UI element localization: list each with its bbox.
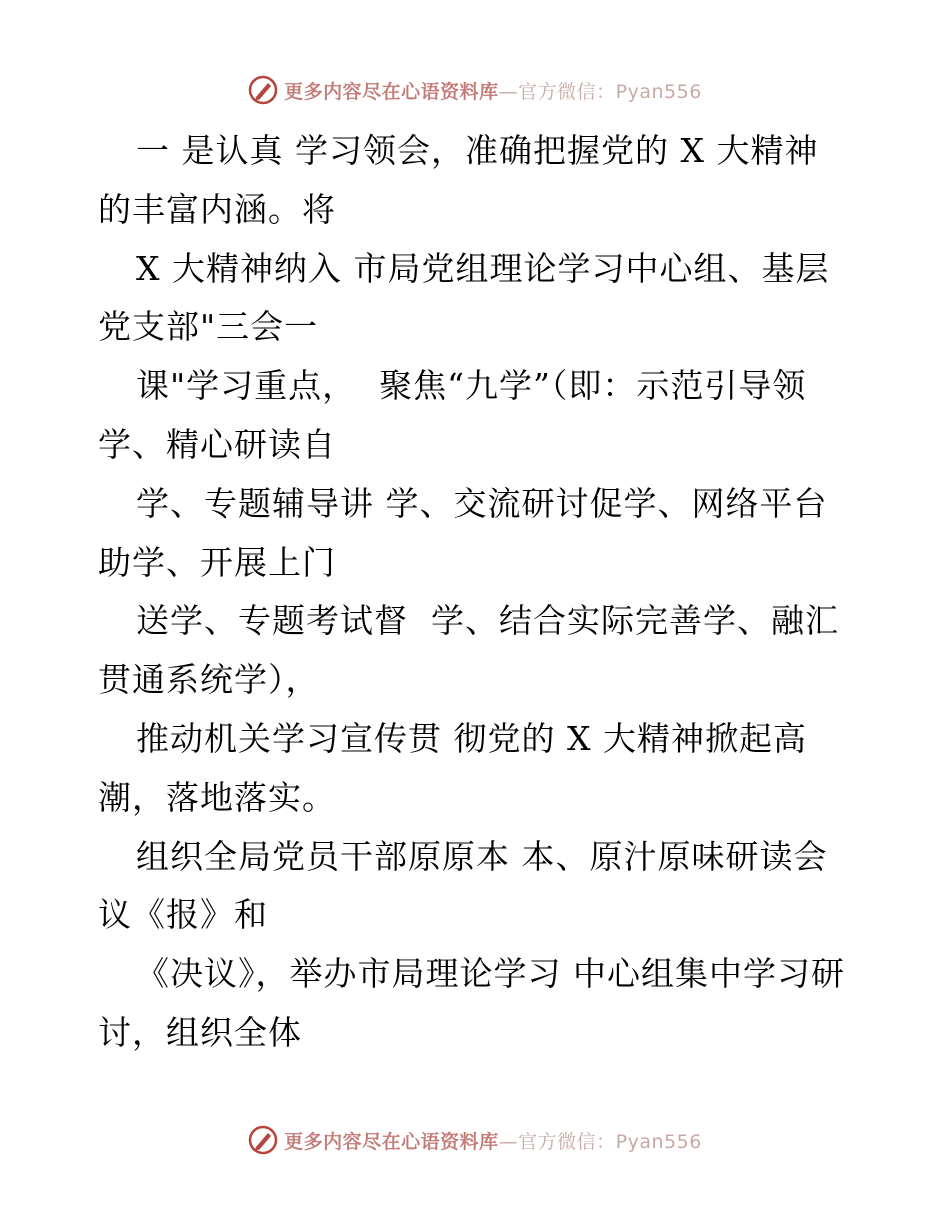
body-line: 讨，组织全体 <box>98 1012 302 1052</box>
body-line: 贯通系统学）， <box>98 660 320 700</box>
header-banner-text <box>284 77 702 104</box>
body-line: 的丰富内涵。将 <box>98 189 336 229</box>
footer-banner-tail: 官方微信：Pyan556 <box>518 1130 702 1153</box>
document-body <box>98 122 858 1063</box>
footer-banner-sep: — <box>498 1130 519 1153</box>
pen-logo-icon <box>248 75 278 105</box>
page-header-banner <box>0 72 950 108</box>
body-line: 一 是认真 学习领会，准确把握党的 X 大精神 <box>136 131 819 170</box>
body-line: 组织全局党员干部原原本 本、原汁原味研读会 <box>136 836 828 876</box>
page-footer-banner <box>0 1122 950 1158</box>
body-line: 送学、专题考试督 学、结合实际完善学、融汇 <box>136 601 839 641</box>
body-line: X 大精神纳入 市局党组理论学习中心组、基层 <box>136 248 830 288</box>
body-line: 潮，落地落实。 <box>98 777 336 817</box>
body-line: 助学、开展上门 <box>98 542 336 582</box>
footer-banner-main: 更多内容尽在心语资料库 <box>284 1130 499 1153</box>
pen-logo-icon <box>248 1125 278 1155</box>
body-line: 党支部"三会一 <box>98 307 319 347</box>
body-line: 学、专题辅导讲 学、交流研讨促学、网络平台 <box>136 483 828 523</box>
body-line: 《决议》，举办市局理论学习 中心组集中学习研 <box>136 954 845 994</box>
body-line: 学、精心研读自 <box>98 424 336 464</box>
body-line: 课"学习重点， 聚焦“九学”（即：示范引导领 <box>136 366 807 406</box>
header-banner-sep: — <box>498 80 519 103</box>
body-line: 议《报》和 <box>98 895 268 935</box>
header-banner-main: 更多内容尽在心语资料库 <box>284 80 499 103</box>
header-banner-tail: 官方微信：Pyan556 <box>518 80 702 103</box>
body-line: 推动机关学习宣传贯 彻党的 X 大精神掀起高 <box>136 718 807 758</box>
footer-banner-text <box>284 1127 702 1154</box>
